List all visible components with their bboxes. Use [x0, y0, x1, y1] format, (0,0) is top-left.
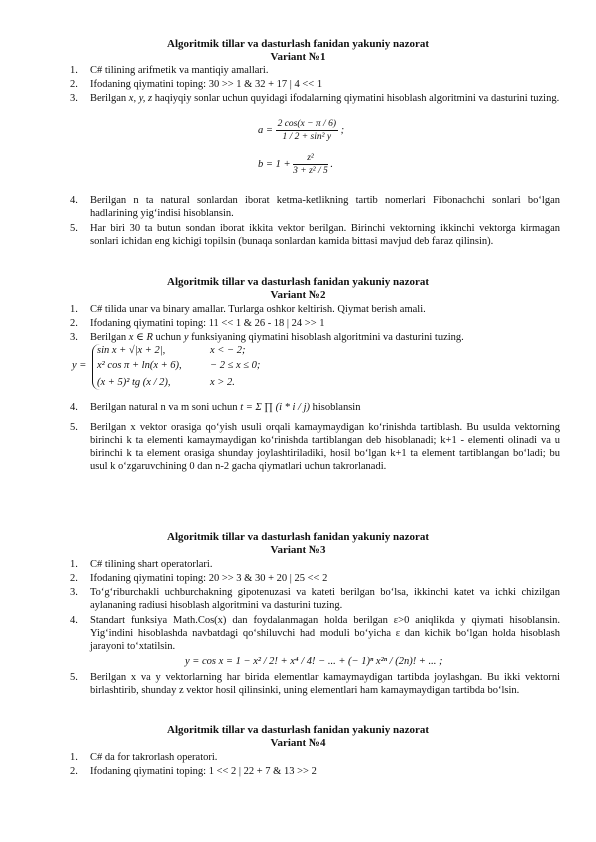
v1-variant: Variant №1 [270, 51, 326, 63]
v3-cos-series: y = cos x = 1 − x² / 2! + x⁴ / 4! − ... + (− 1)ⁿ x²ⁿ / (2n)! + ... ; [185, 656, 443, 667]
v2-item-2: 2. Ifodaning qiymatini toping: 11 << 1 & 26 - 18 | 24 >> 1 [70, 318, 325, 329]
v2-piecewise-cond-1: x < − 2; [210, 345, 246, 356]
v4-title: Algoritmik tillar va dasturlash fanidan yakuniy nazorat [167, 724, 429, 736]
v2-piecewise-row-2: x² cos π + ln(x + 6), [97, 360, 182, 371]
v2-item-5: 5. Berilgan x vektor orasiga qo‘yish usuli orqali kamaymaydigan ko‘rinishda tartiblash. Bu usulda vektorning birinchi k ta elementi kamaymaydigan ko‘rinishda tartiblangan deb hisoblanadi; k+1 - elementi olinadi va u birinchi k ta element orasiga shunday joylashtiriladiki, hosil bo‘lgan k+1 ta element tartiblangan bo‘ladi; bu usul k o‘zgaruvchining 0 dan n-2 gacha qiymatlari uchun takrorlanadi. [70, 422, 560, 472]
v4-variant: Variant №4 [270, 737, 326, 749]
v3-title: Algoritmik tillar va dasturlash fanidan yakuniy nazorat [167, 531, 429, 543]
v2-variant: Variant №2 [270, 289, 326, 301]
v2-piecewise-lhs: y = [72, 360, 87, 371]
v3-item-3: 3. To‘g‘riburchakli uchburchakning gipotenuzasi va kateti berilgan bo‘lsa, ikkinchi katet va ichki chizilgan aylananing radiusi hisoblash algoritmini va dasturini tuzing. [70, 587, 560, 611]
v3-item-5: 5. Berilgan x va y vektorlarning har birida elementlar kamaymaydigan tartibda joylashgan. Bu ikki vektorni birlashtirib, shunday z vektor hosil qilinsinki, uning elementlari ham kamaymaydigan tartibda bo‘lsin. [70, 672, 560, 696]
v1-item-3: 3. Berilgan x, y, z haqiyqiy sonlar uchun quyidagi ifodalarning qiymatini hisoblash algoritmini va dasturini tuzing. [70, 93, 560, 104]
v1-formula-b: b = 1 + $\frac{\text{z²}}{\text{3 + z² / 5}}$ . [258, 153, 334, 176]
v3-variant: Variant №3 [270, 544, 326, 556]
v1-item-1: 1. C# tilining arifmetik va mantiqiy amallari. [70, 65, 269, 76]
v4-item-2: 2. Ifodaning qiymatini toping: 1 << 2 | 22 + 7 & 13 >> 2 [70, 766, 317, 777]
v1-item-4: 4. Berilgan n ta natural sonlardan iborat ketma-ketlikning tartib nomerlari Fibonachchi sonlari bo‘lgan hadlarining yig‘indisi hisoblansin. [70, 195, 560, 219]
v2-item-4: 4. Berilgan natural n va m soni uchun t = Σ ∏ (i * i / j) hisoblansin [70, 402, 361, 413]
v3-item-1: 1. C# tilining shart operatorlari. [70, 559, 213, 570]
v2-title: Algoritmik tillar va dasturlash fanidan yakuniy nazorat [167, 276, 429, 288]
v2-piecewise-row-3: (x + 5)² tg (x / 2), [97, 377, 171, 388]
v2-item-3: 3. Berilgan x ∈ R uchun y funksiyaning qiymatini hisoblash algoritmini va dasturini tuzing. [70, 332, 464, 343]
v2-piecewise-cond-3: x > 2. [210, 377, 235, 388]
v1-formula-a: a = $\frac{2 \cos(x - \pi / 6)}{\text{1 / 2 + sin² y}}$ ; [258, 119, 345, 142]
v2-piecewise-row-1: sin x + √|x + 2|, [97, 345, 166, 356]
v1-title: Algoritmik tillar va dasturlash fanidan yakuniy nazorat [167, 38, 429, 50]
v1-item-5: 5. Har biri 30 ta butun sondan iborat ikkita vektor berilgan. Birinchi vektorning ikkinchi vektorga kirmagan sonlari ichidan eng kichigi topilsin (bunaqa sonlardan kamida bittasi mavjud deb faraz qilinsin). [70, 223, 560, 247]
v2-piecewise-cond-2: − 2 ≤ x ≤ 0; [210, 360, 261, 371]
v2-sum-product-formula: t = Σ ∏ (i * i / j) [240, 402, 310, 413]
v3-item-2: 2. Ifodaning qiymatini toping: 20 >> 3 & 30 + 20 | 25 << 2 [70, 573, 328, 584]
v2-item-1: 1. C# tilida unar va binary amallar. Turlarga oshkor keltirish. Qiymat berish amali. [70, 304, 426, 315]
v4-item-1: 1. C# da for takrorlash operatori. [70, 752, 218, 763]
v3-item-4: 4. Standart funksiya Math.Cos(x) dan foydalanmagan holda berilgan ε>0 aniqlikda y qiymati hisoblansin. Yig‘indini hisoblashda navbatdagi qo‘shiluvchi had moduli bo‘yicha ε dan kichik bo‘lgan holda hisoblash jarayoni to‘xtatilsin. [70, 615, 560, 652]
v1-item-2: 2. Ifodaning qiymatini toping: 30 >> 1 & 32 + 17 | 4 << 1 [70, 79, 323, 90]
